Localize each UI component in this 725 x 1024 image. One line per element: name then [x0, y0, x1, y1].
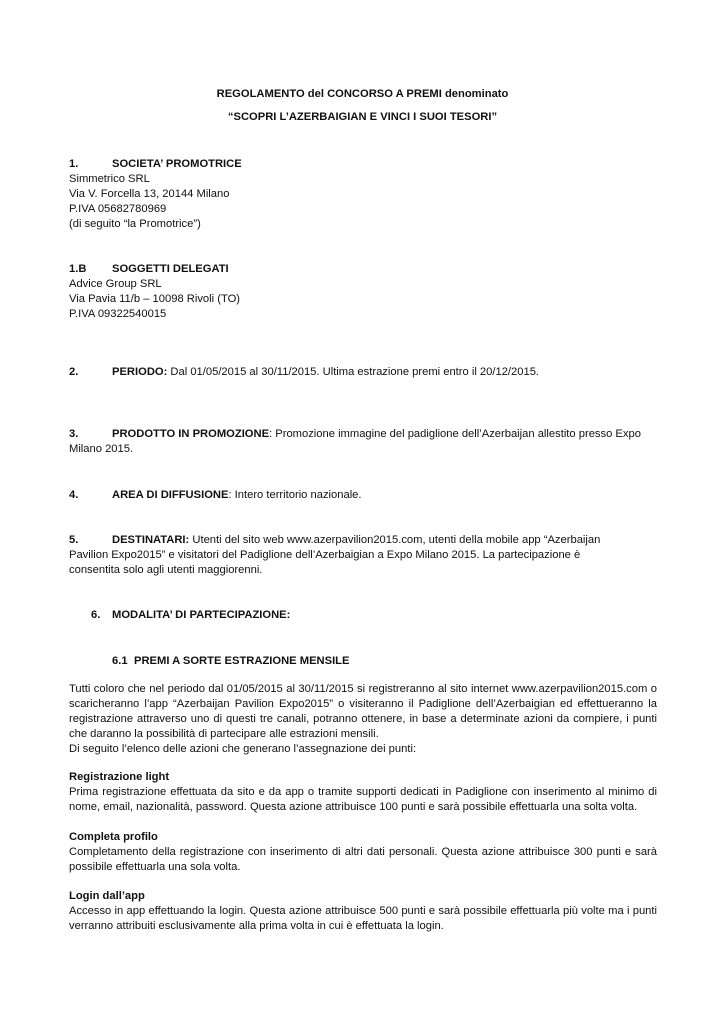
- section-3-text: : Promozione immagine del padiglione dell’Azerbaijan allestito presso Expo: [269, 428, 641, 440]
- promoter-address: Via V. Forcella 13, 20144 Milano: [69, 188, 230, 200]
- document-title: REGOLAMENTO del CONCORSO A PREMI denominato: [216, 88, 509, 100]
- section-1b-number: 1.B: [69, 263, 87, 275]
- delegate-address: Via Pavia 11/b – 10098 Rivoli (TO): [69, 293, 241, 305]
- section-3-number: 3.: [69, 428, 79, 440]
- section-2-number: 2.: [69, 366, 79, 378]
- promoter-name: Simmetrico SRL: [69, 173, 150, 185]
- section-2-text: Dal 01/05/2015 al 30/11/2015. Ultima estrazione premi entro il 20/12/2015.: [167, 366, 540, 378]
- delegate-name: Advice Group SRL: [69, 278, 162, 290]
- section-4-text: : Intero territorio nazionale.: [228, 489, 362, 501]
- section-5-continuation-1: Pavilion Expo2015” e visitatori del Padiglione dell’Azerbaigian a Expo Milano 2015. La partecipazione è: [69, 549, 581, 561]
- section-5-text: Utenti del sito web www.azerpavilion2015.com, utenti della mobile app “Azerbaijan: [189, 534, 601, 546]
- section-4-line: [112, 488, 362, 503]
- section-3-label: PRODOTTO IN PROMOZIONE: [112, 428, 270, 440]
- section-6-heading: MODALITA’ DI PARTECIPAZIONE:: [112, 609, 291, 621]
- section-1-heading: SOCIETA’ PROMOTRICE: [112, 158, 242, 170]
- section-6-1-intro: Tutti coloro che nel periodo dal 01/05/2015 al 30/11/2015 si registreranno al sito internet www.azerpavilion2015.com o scaricheranno l’app “Azerbaijan Pavilion Expo2015” o visiteranno il Padiglione dell’Azerbaigian ed effettueranno la registrazione attraverso uno di questi tre canali, potranno ottenere, in base a determinate azioni da compiere, i punti che daranno la possibilità di partecipare alle estrazioni mensili.: [69, 683, 657, 740]
- action-text: Prima registrazione effettuata da sito e da app o tramite supporti dedicati in Padiglione con inserimento al minimo di nome, email, nazionalità, password. Questa azione attribuisce 100 punti e sarà possibile effettuarla una solta volta.: [69, 786, 657, 813]
- action-title: Completa profilo: [69, 831, 158, 843]
- action-text: Accesso in app effettuando la login. Questa azione attribuisce 500 punti e sarà possibile effettuarla più volte ma i punti verranno attribuiti esclusivamente alla prima volta in cui è effettuata la login.: [69, 905, 657, 932]
- section-1b-heading: SOGGETTI DELEGATI: [112, 263, 229, 275]
- section-5-label: DESTINATARI:: [112, 534, 190, 546]
- section-5-number: 5.: [69, 534, 79, 546]
- section-3-line: [112, 427, 641, 442]
- section-4-number: 4.: [69, 489, 79, 501]
- section-5-line: [112, 533, 600, 548]
- section-6-1-intro-2: Di seguito l’elenco delle azioni che generano l’assegnazione dei punti:: [69, 743, 417, 755]
- delegate-vat: P.IVA 09322540015: [69, 308, 167, 320]
- promoter-vat: P.IVA 05682780969: [69, 203, 167, 215]
- section-3-continuation: Milano 2015.: [69, 443, 134, 455]
- contest-name: “SCOPRI L’AZERBAIGIAN E VINCI I SUOI TESORI”: [227, 111, 498, 123]
- section-6-1-heading: PREMI A SORTE ESTRAZIONE MENSILE: [134, 655, 350, 667]
- action-title: Login dall’app: [69, 890, 145, 902]
- section-4-label: AREA DI DIFFUSIONE: [112, 489, 229, 501]
- promoter-alias: (di seguito “la Promotrice”): [69, 218, 201, 230]
- section-2-label: PERIODO:: [112, 366, 168, 378]
- action-text: Completamento della registrazione con inserimento di altri dati personali. Questa azione attribuisce 300 punti e sarà possibile effettuarla una sola volta.: [69, 846, 657, 873]
- section-5-continuation-2: consentita solo agli utenti maggiorenni.: [69, 564, 263, 576]
- section-1-number: 1.: [69, 158, 79, 170]
- section-6-number: 6.: [91, 609, 101, 621]
- section-6-1-number: 6.1: [112, 655, 128, 667]
- action-title: Registrazione light: [69, 771, 170, 783]
- section-2-line: [112, 365, 539, 380]
